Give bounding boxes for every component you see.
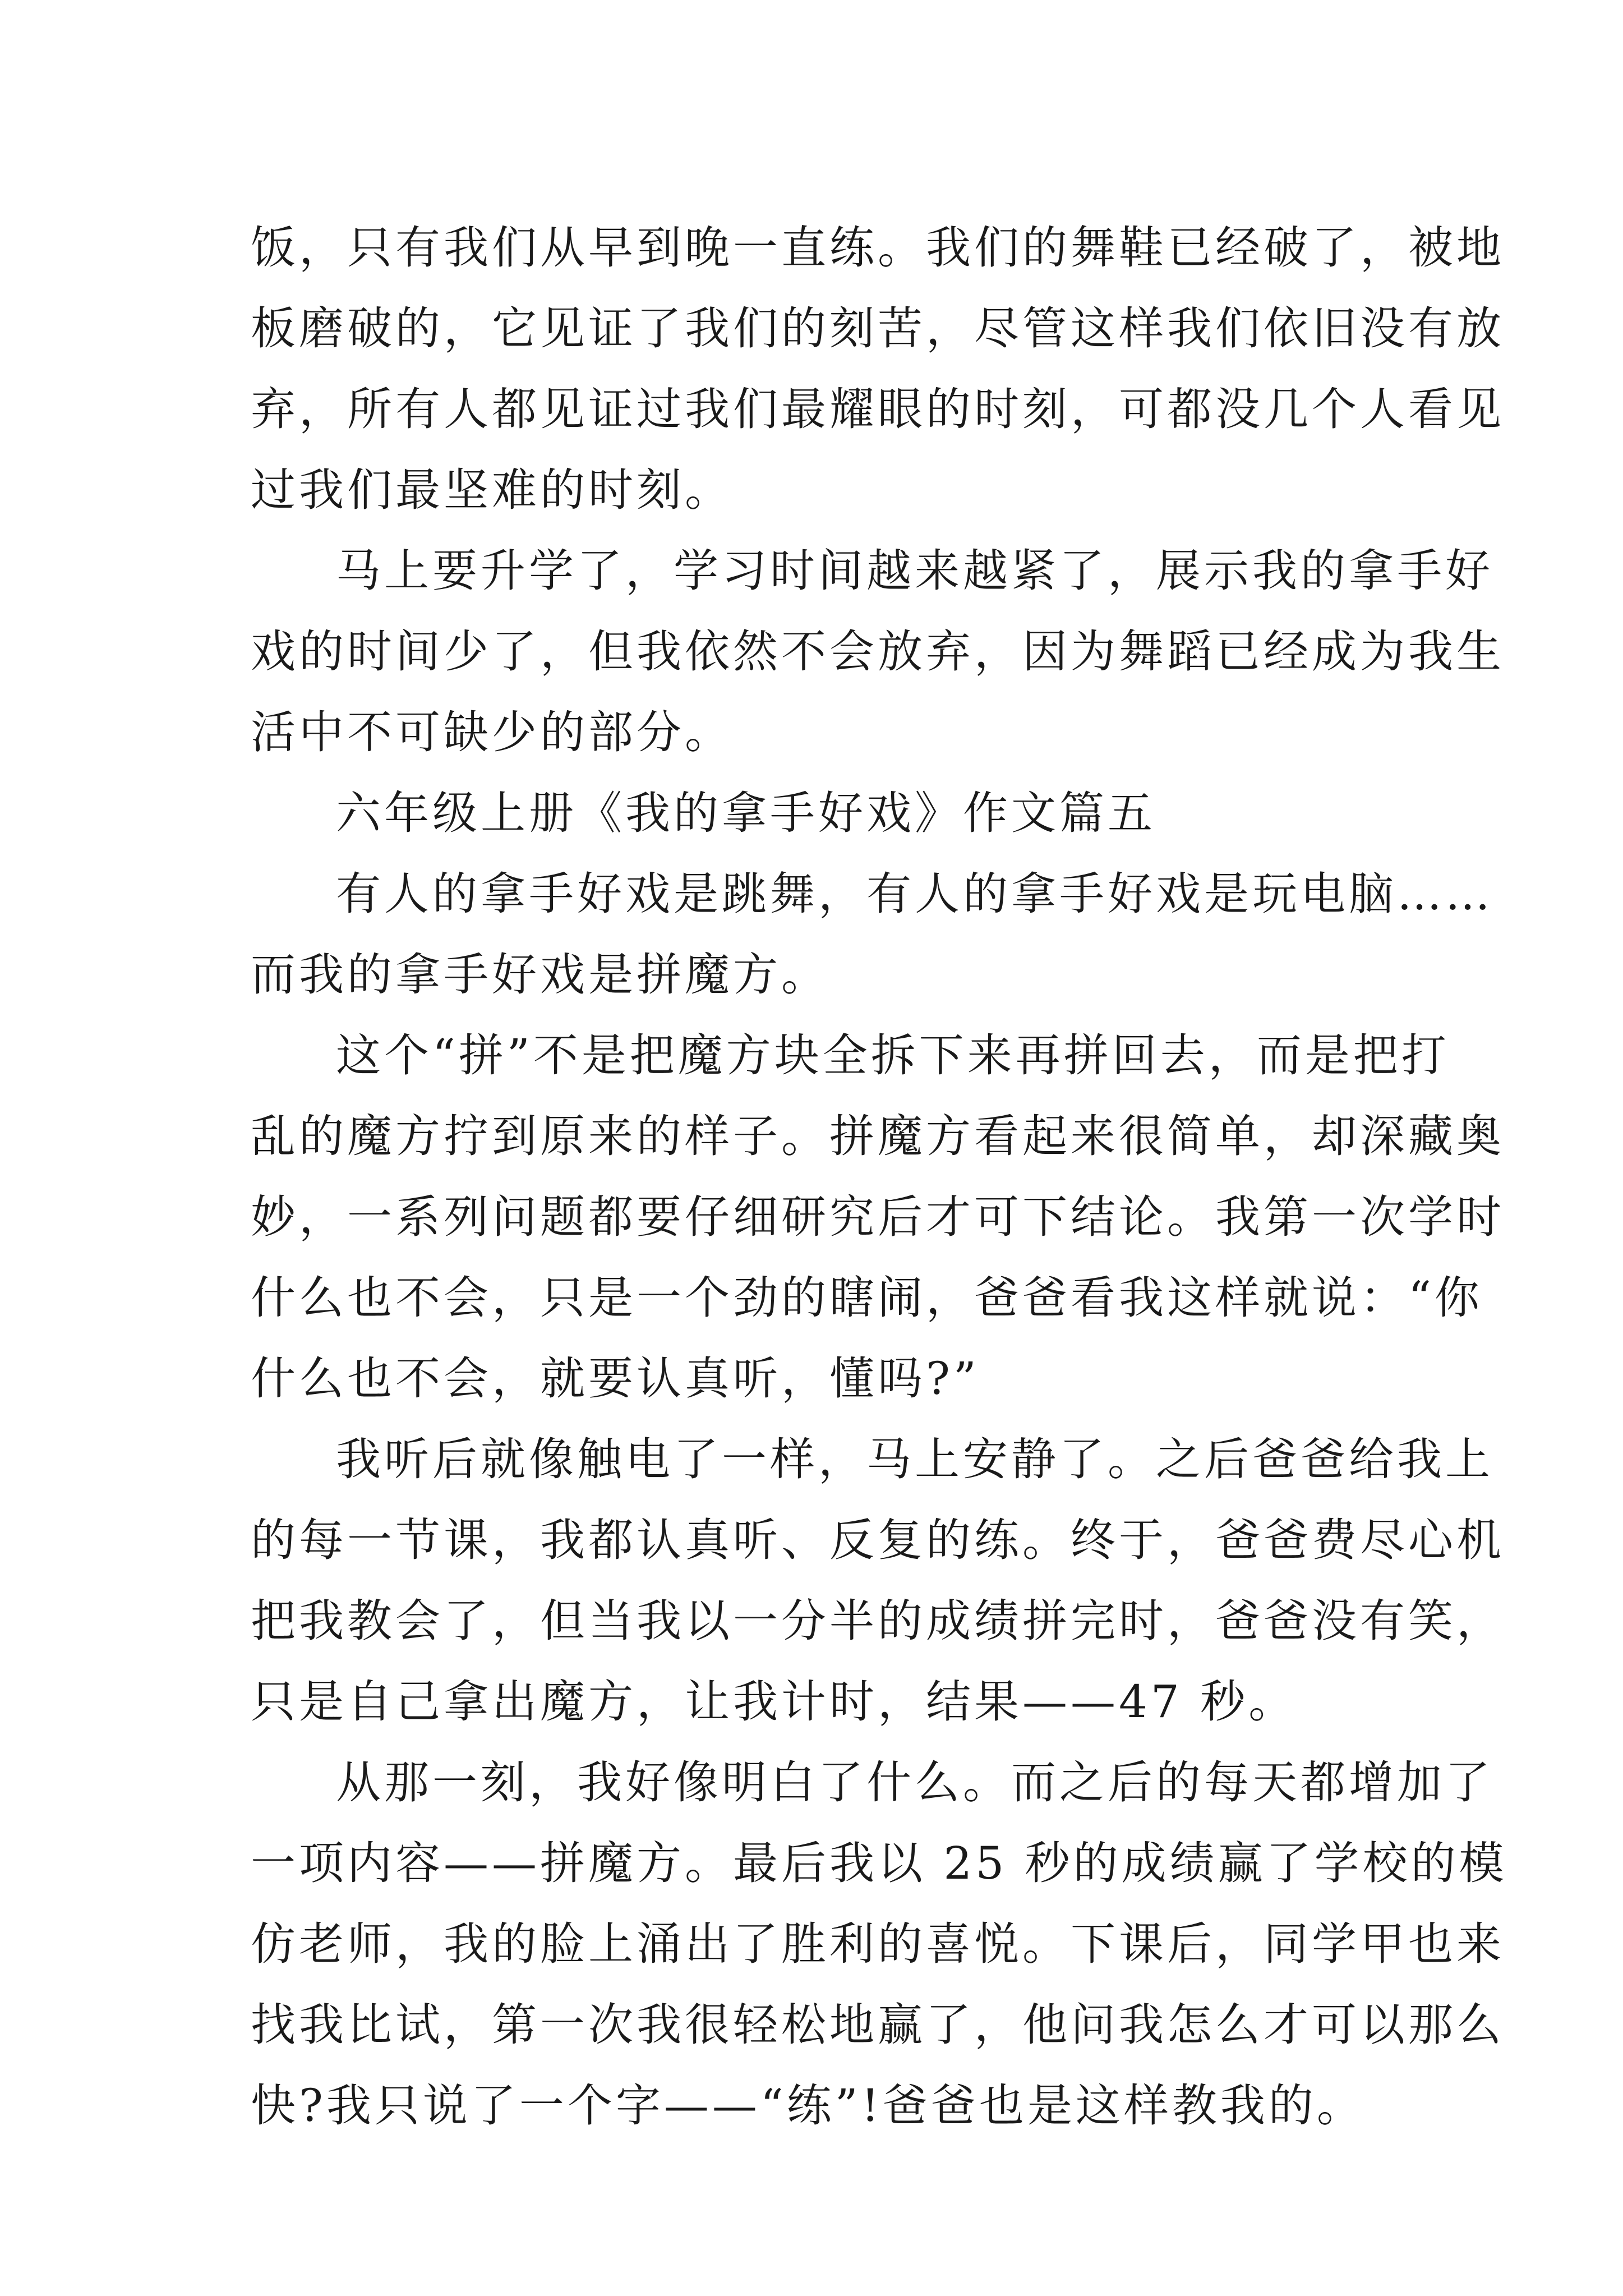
text-line: 活中不可缺少的部分。: [251, 706, 733, 758]
text-line: 快?我只说了一个字——“练”!爸爸也是这样教我的。: [251, 2079, 1365, 2132]
text-line: 只是自己拿出魔方，让我计时，结果——47 秒。: [251, 1676, 1297, 1728]
text-line: 仿老师，我的脸上涌出了胜利的喜悦。下课后，同学甲也来: [251, 1918, 1505, 1970]
text-line: 妙，一系列问题都要仔细研究后才可下结论。我第一次学时: [251, 1191, 1505, 1243]
text-line: 一项内容——拼魔方。最后我以 25 秒的成绩赢了学校的模: [251, 1837, 1507, 1889]
text-line: 什么也不会，只是一个劲的瞎闹，爸爸看我这样就说：“你: [251, 1272, 1483, 1324]
text-line: 找我比试，第一次我很轻松地赢了，他问我怎么才可以那么: [251, 1999, 1505, 2051]
text-line: 的每一节课，我都认真听、反复的练。终于，爸爸费尽心机: [251, 1514, 1505, 1566]
paragraph-start-line: 我听后就像触电了一样，马上安静了。之后爸爸给我上: [336, 1433, 1493, 1485]
paragraph-start-line: 这个“拼”不是把魔方块全拆下来再拼回去，而是把打: [336, 1029, 1450, 1082]
text-line: 饭，只有我们从早到晚一直练。我们的舞鞋已经破了，被地: [251, 222, 1505, 274]
text-line: 而我的拿手好戏是拼魔方。: [251, 949, 829, 1001]
text-line: 戏的时间少了，但我依然不会放弃，因为舞蹈已经成为我生: [251, 625, 1505, 678]
section-heading: 六年级上册《我的拿手好戏》作文篇五: [336, 787, 1156, 839]
text-line: 什么也不会，就要认真听，懂吗?”: [251, 1352, 980, 1405]
paragraph-start-line: 从那一刻，我好像明白了什么。而之后的每天都增加了: [336, 1756, 1493, 1809]
text-line: 把我教会了，但当我以一分半的成绩拼完时，爸爸没有笑，: [251, 1595, 1505, 1647]
text-line: 乱的魔方拧到原来的样子。拼魔方看起来很简单，却深藏奥: [251, 1110, 1505, 1162]
paragraph-start-line: 马上要升学了，学习时间越来越紧了，展示我的拿手好: [336, 545, 1493, 597]
text-line: 板磨破的，它见证了我们的刻苦，尽管这样我们依旧没有放: [251, 302, 1505, 355]
text-line: 弃，所有人都见证过我们最耀眼的时刻，可都没几个人看见: [251, 383, 1505, 435]
text-line: 过我们最坚难的时刻。: [251, 464, 733, 516]
document-body: [251, 208, 1507, 2146]
paragraph-start-line: 有人的拿手好戏是跳舞，有人的拿手好戏是玩电脑……: [336, 868, 1493, 920]
